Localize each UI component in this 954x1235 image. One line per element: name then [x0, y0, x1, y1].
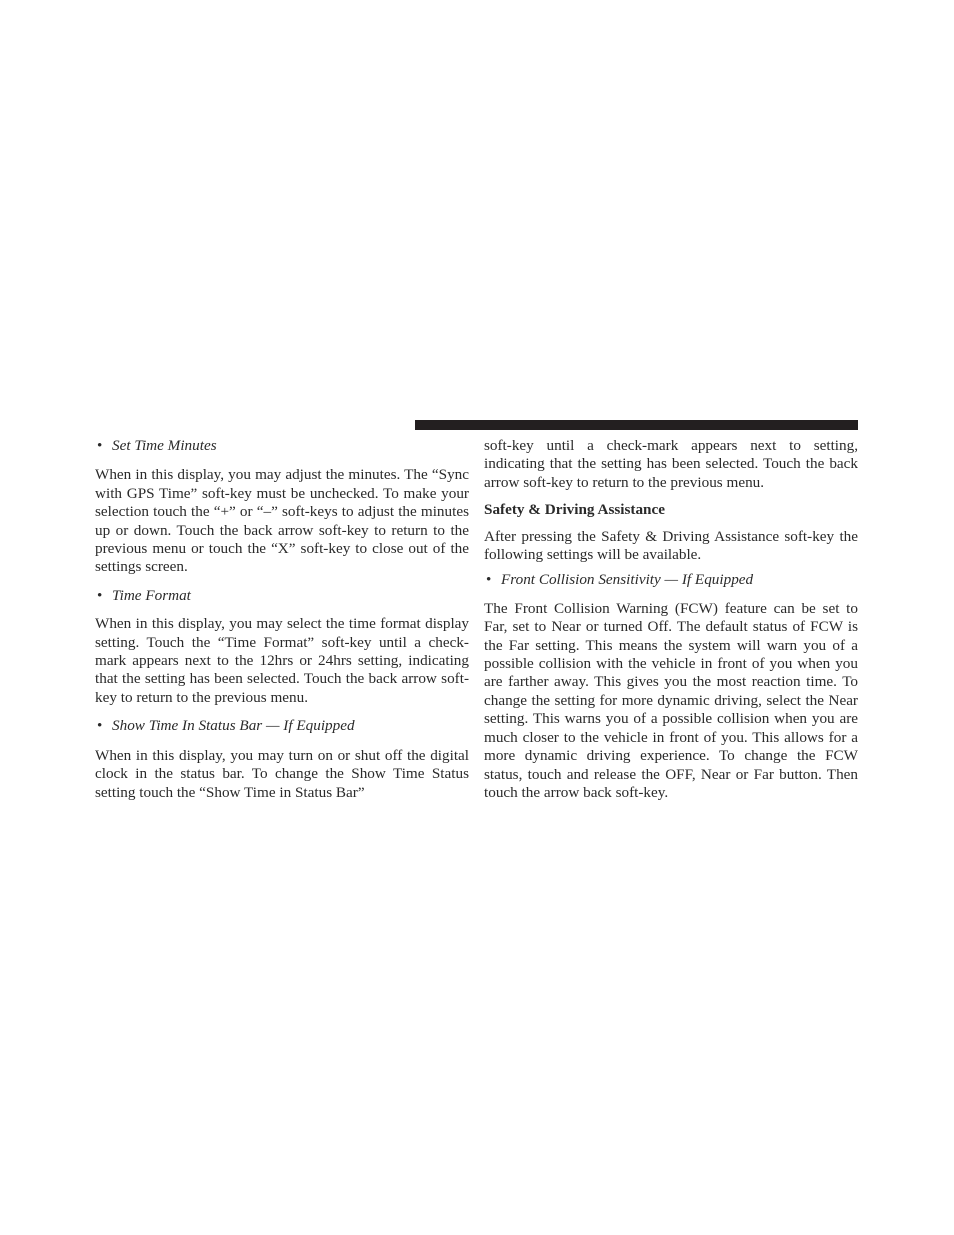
paragraph-fcw: The Front Collision Warning (FCW) feature can be set to Far, set to Near or turned Off. The default status of FCW is the Far setting. This means the system will warn you of a possible collision with the vehicle in front of you when you are farther away. This gives you the most reaction time. To change the setting for more dynamic driving, select the Near setting. This warns you of a possible collision when you are much closer to the vehicle in front of you. This allows for a more dynamic driving experience. To change the FCW status, touch and release the OFF, Near or Far button. Then touch the arrow back soft-key.	[484, 599, 858, 801]
section-heading: Safety & Driving Assistance	[484, 501, 665, 519]
paragraph-set-time-minutes: When in this display, you may adjust the minutes. The “Sync with GPS Time” soft-key must be unchecked. To make your selection touch the “+” or “–” soft-keys to adjust the minutes up or down. Touch the back arrow soft-key to return to the previous menu or touch the “X” soft-key to close out of the settings screen.	[95, 466, 469, 576]
paragraph-time-format: When in this display, you may select the time format display setting. Touch the “Time Format” soft-key until a check-mark appears next to the 12hrs or 24hrs setting, indicating that the setting has been selected. Touch the back arrow soft-key to return to the previous menu.	[95, 615, 469, 706]
bullet-set-time-minutes	[95, 437, 469, 455]
bullet-label: Time Format	[112, 586, 191, 604]
bullet-icon: •	[486, 571, 492, 589]
bullet-front-collision-sensitivity	[484, 571, 858, 589]
bullet-label: Set Time Minutes	[112, 437, 217, 454]
bullet-label: Show Time In Status Bar — If Equipped	[112, 717, 355, 735]
section-header-bar	[415, 420, 858, 430]
paragraph-intro: After pressing the Safety & Driving Assistance soft-key the following settings will be available.	[484, 527, 858, 564]
paragraph-continued: soft-key until a check-mark appears next to setting, indicating that the setting has been selected. Touch the back arrow soft-key to return to the previous menu.	[484, 437, 858, 491]
right-column	[484, 437, 858, 802]
bullet-time-format	[95, 587, 469, 605]
bullet-icon: •	[97, 437, 103, 454]
paragraph-show-time-status-bar: When in this display, you may turn on or shut off the digital clock in the status bar. To change the Show Time Status setting touch the “Show Time in Status Bar”	[95, 746, 469, 801]
bullet-label: Front Collision Sensitivity — If Equipped	[501, 571, 754, 589]
bullet-show-time-status-bar	[95, 717, 469, 735]
bullet-icon: •	[97, 586, 103, 604]
left-column	[95, 437, 469, 802]
bullet-icon: •	[97, 717, 103, 735]
